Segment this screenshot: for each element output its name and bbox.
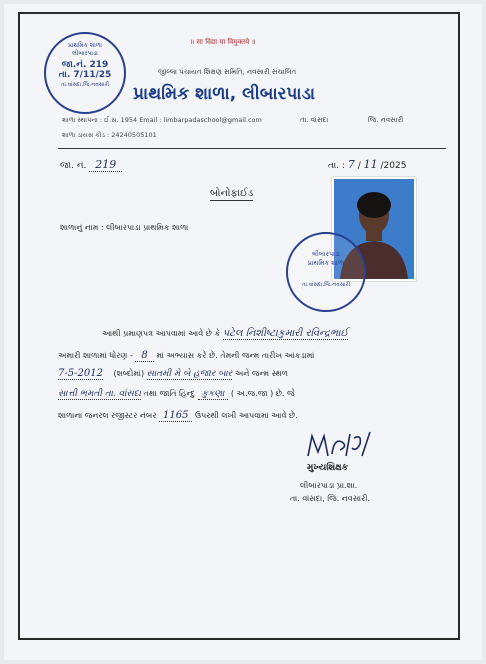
- ref-date-day: 7: [347, 158, 355, 171]
- ref-date-month: 11: [363, 158, 378, 171]
- school-stamp-top: [44, 32, 126, 114]
- caste-label: તથા જાતિ હિન્દુ: [143, 389, 196, 398]
- certificate-title: બોનોફાઈડ: [210, 188, 254, 199]
- body-line-3: [58, 368, 288, 379]
- dob-words: સાતમી મે બે હજાર બાર: [146, 369, 233, 379]
- stamp-date: તા. 7/11/25: [58, 70, 112, 80]
- photo-stamp-line2: પ્રાથમિક શાળા: [307, 259, 345, 267]
- body-line-2: [58, 350, 314, 361]
- district: જિ. નવસારી: [368, 116, 404, 124]
- body-line-4: [58, 389, 295, 399]
- photo-stamp-place: તા.વાંસદા,જિ.નવસારી: [301, 282, 351, 288]
- standard: 8: [135, 350, 153, 362]
- signature-title: મુખ્યશિક્ષક: [307, 463, 349, 473]
- signature-address: તા. વાંસદા, જિ. નવસારી.: [290, 494, 371, 503]
- dob-words-label: (શબ્દોમાં): [113, 369, 145, 378]
- establishment-email: શાળા સ્થાપના : ઈ.સ. 1954 Email : limbarpadaschool@gmail.com: [62, 116, 262, 124]
- body-line-5: [58, 410, 298, 421]
- school-stamp-photo: [286, 232, 366, 312]
- body-line-4-suffix: ( અ.જ.જા ) છે. જે: [230, 389, 295, 398]
- taluka: તા. વાંસદા: [300, 116, 329, 124]
- ref-date: તા. : 7 / 11 /2025: [328, 158, 407, 171]
- caste: કુકણા: [198, 389, 229, 400]
- birthplace: સાત્તી ભમતી તા. વાંસદા: [58, 389, 141, 399]
- body-line-5-prefix: શાળાના જનરલ રજીસ્ટર નંબર: [58, 411, 157, 420]
- body-line-3-suffix: અને જન્મ સ્થળ: [234, 369, 288, 378]
- council-line: જીલ્લા પંચાયત શિક્ષણ સમિતિ, નવસારી સંચાલિત: [158, 68, 297, 76]
- student-name: પટેલ નિશીષ્ટાકુમારી રવિન્દ્રભાઈ: [222, 328, 349, 339]
- body-line-2-prefix: અમારી શાળામાં ધોરણ -: [58, 351, 133, 360]
- ref-number-value: 219: [89, 158, 122, 172]
- stamp-school-line1: પ્રાથમિક શાળા: [68, 42, 102, 49]
- motto: ॥ सा विद्या या विमुक्तये ॥: [190, 38, 256, 46]
- header-divider: [58, 148, 446, 149]
- ref-number: [60, 158, 122, 171]
- stamp-number: જા.નં. 219: [61, 60, 109, 70]
- dise-code: શાળા ડાયસ કોડ : 24240505101: [62, 131, 157, 139]
- school-name-line: શાળાનું નામ : લીબારપાડા પ્રાથમિક શાળા: [60, 223, 189, 232]
- signature-school: લીબારપાડા પ્રા.શા.: [300, 481, 358, 490]
- body-line-1-text: આથી પ્રમાણપત્ર આપવામાં આવે છે કે: [102, 329, 221, 338]
- dob-digits: 7-5-2012: [58, 368, 103, 379]
- body-line-1: [102, 328, 348, 339]
- body-line-5-suffix: ઉપરથી લખી આપવામાં આવે છે.: [195, 411, 298, 420]
- body-line-2-suffix: માં અભ્યાસ કરે છે. તેમની જન્મ તારીખ આંકડામાં: [156, 351, 315, 360]
- stamp-school-line2: લીબારપાડા: [72, 50, 98, 57]
- ref-number-label: જા. નં.: [60, 161, 87, 171]
- photo-stamp-line1: લીબારપાડા: [312, 250, 340, 258]
- stamp-place: તા.વાંસદા,જિ.નવસારી: [60, 82, 110, 88]
- ref-date-label: તા. :: [328, 161, 345, 171]
- school-title: પ્રાથમિક શાળા, લીબારપાડા: [133, 84, 316, 104]
- ref-date-year: /2025: [380, 161, 407, 171]
- signature-scribble: [304, 430, 374, 464]
- gr-number: 1165: [159, 410, 192, 422]
